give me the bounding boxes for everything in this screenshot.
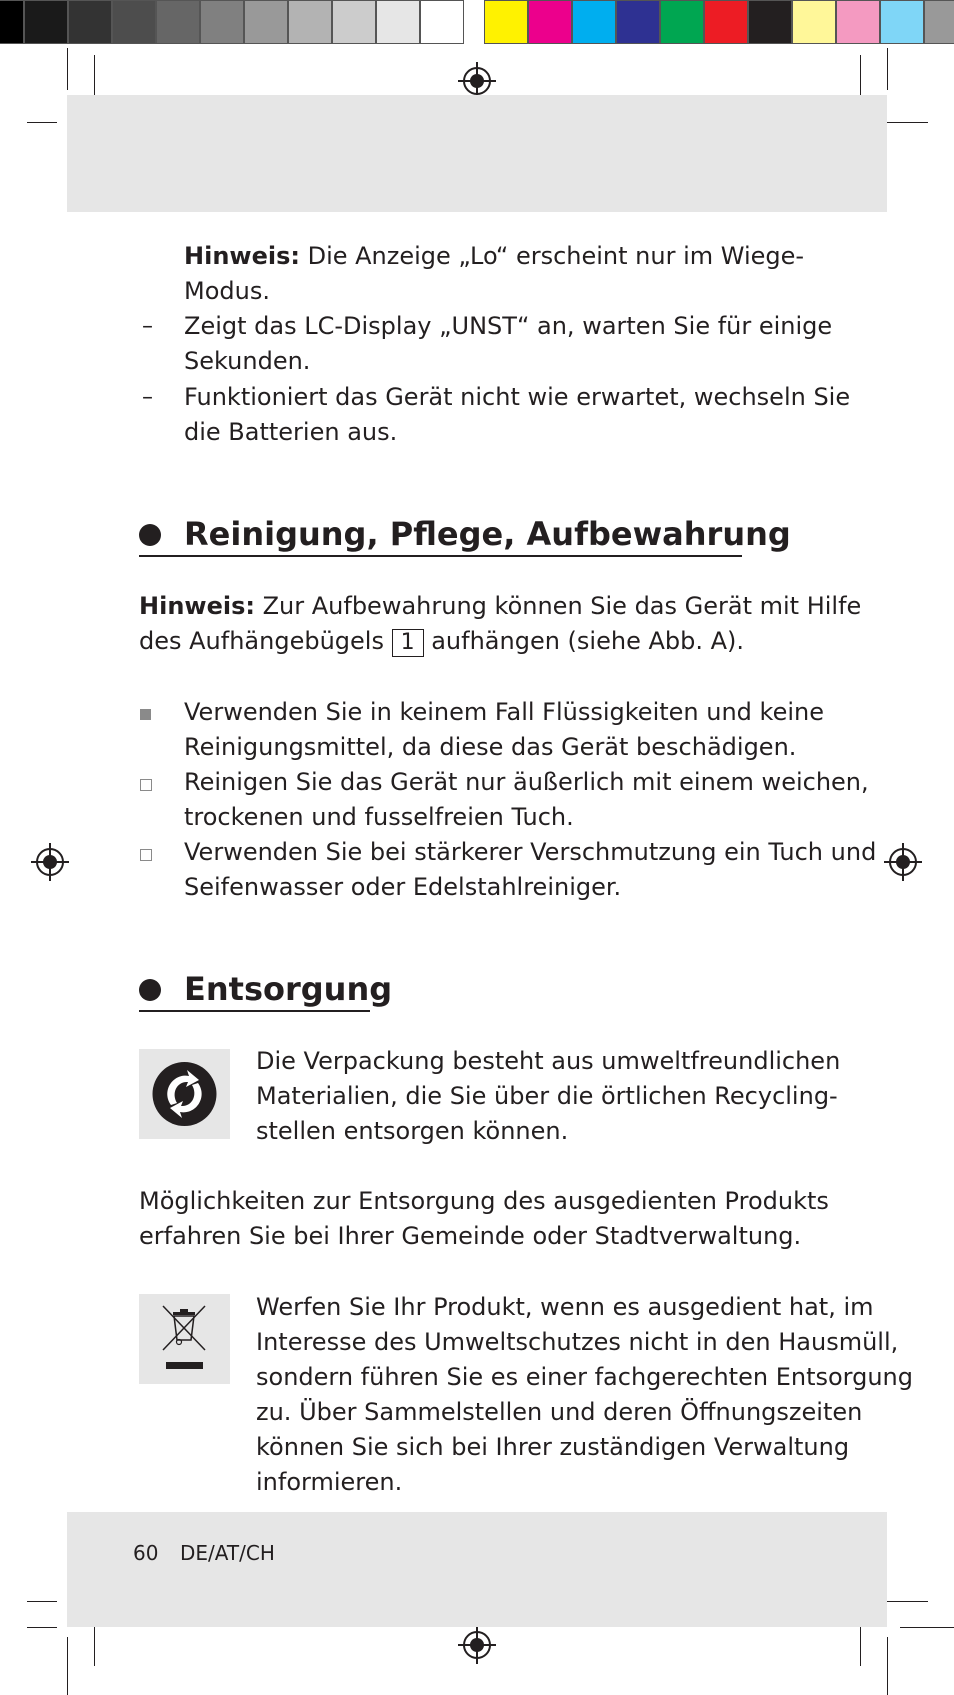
packaging-text: stellen entsorgen können.: [256, 1117, 569, 1145]
color-swatch: [112, 0, 156, 44]
list-item-cont: die Batterien aus.: [184, 418, 398, 446]
section-heading-disposal: Entsorgung: [184, 970, 393, 1008]
list-item: Zeigt das LC-Display „UNST“ an, warten Sie für einige: [184, 312, 833, 340]
crop-mark: [900, 1627, 954, 1628]
crop-mark: [27, 122, 57, 123]
color-swatch: [748, 0, 792, 44]
color-bar: [484, 0, 954, 46]
dash-bullet: –: [142, 385, 153, 410]
color-swatch: [836, 0, 880, 44]
cleaning-note-cont: [139, 624, 744, 659]
dash-bullet: –: [142, 314, 153, 339]
header-band: [67, 95, 887, 212]
weee-text: informieren.: [256, 1468, 403, 1496]
crop-mark: [27, 1601, 57, 1602]
note-label: Hinweis:: [184, 242, 300, 270]
packaging-text: Die Verpackung besteht aus umweltfreundlichen: [256, 1047, 841, 1075]
color-swatch: [68, 0, 112, 44]
weee-text: zu. Über Sammelstellen und deren Öffnungszeiten: [256, 1398, 863, 1426]
weee-text: Werfen Sie Ihr Produkt, wenn es ausgedient hat, im: [256, 1293, 874, 1321]
crop-mark: [887, 48, 888, 90]
page-number: 60: [133, 1541, 159, 1565]
color-swatch: [244, 0, 288, 44]
list-item: Funktioniert das Gerät nicht wie erwartet, wechseln Sie: [184, 383, 851, 411]
section-bullet-icon: [139, 524, 161, 546]
color-swatch: [420, 0, 464, 44]
crop-mark: [880, 1601, 928, 1602]
color-swatch: [288, 0, 332, 44]
list-item-cont: Seifenwasser oder Edelstahlreiniger.: [184, 873, 622, 901]
intro-note: [184, 239, 804, 274]
color-swatch: [616, 0, 660, 44]
note-text: des Aufhängebügels: [139, 627, 392, 655]
color-swatch: [528, 0, 572, 44]
registration-mark-icon: [884, 843, 922, 881]
color-swatch: [200, 0, 244, 44]
note-label: Hinweis:: [139, 592, 255, 620]
part-reference-badge: 1: [392, 629, 424, 657]
footer-band: [67, 1512, 887, 1627]
weee-text: Interesse des Umweltschutzes nicht in den Hausmüll,: [256, 1328, 899, 1356]
note-text: Zur Aufbewahrung können Sie das Gerät mit Hilfe: [254, 592, 862, 620]
crop-mark: [67, 1637, 68, 1695]
cleaning-note: [139, 589, 861, 624]
open-square-bullet-icon: [140, 779, 152, 791]
section-bullet-icon: [139, 979, 161, 1001]
weee-text: sondern führen Sie es einer fachgerechten Entsorgung: [256, 1363, 913, 1391]
list-item-cont: trockenen und fusselfreien Tuch.: [184, 803, 574, 831]
list-item-cont: Reinigungsmittel, da diese das Gerät beschädigen.: [184, 733, 797, 761]
color-swatch: [332, 0, 376, 44]
registration-mark-icon: [31, 843, 69, 881]
color-swatch: [792, 0, 836, 44]
crop-mark: [27, 1627, 57, 1628]
color-swatch: [0, 0, 24, 44]
filled-square-bullet-icon: [140, 709, 151, 720]
crop-mark: [887, 1637, 888, 1695]
color-swatch: [660, 0, 704, 44]
heading-underline: [139, 1010, 370, 1012]
color-swatch: [156, 0, 200, 44]
crop-mark: [880, 122, 928, 123]
green-dot-recycling-icon: [139, 1049, 230, 1139]
note-text: Die Anzeige „Lo“ erscheint nur im Wiege-: [299, 242, 805, 270]
weee-icon-box: [139, 1294, 230, 1384]
section-heading-cleaning: Reinigung, Pflege, Aufbewahrung: [184, 515, 791, 553]
list-item-cont: Sekunden.: [184, 347, 311, 375]
color-swatch: [572, 0, 616, 44]
list-item: Verwenden Sie in keinem Fall Flüssigkeiten und keine: [184, 698, 824, 726]
disposal-options-text: Möglichkeiten zur Entsorgung des ausgedienten Produkts: [139, 1187, 829, 1215]
color-swatch: [880, 0, 924, 44]
list-item: Verwenden Sie bei stärkerer Verschmutzung ein Tuch und: [184, 838, 877, 866]
intro-note-cont: Modus.: [184, 277, 270, 305]
green-dot-icon-box: [139, 1049, 230, 1139]
disposal-options-text: erfahren Sie bei Ihrer Gemeinde oder Stadtverwaltung.: [139, 1222, 802, 1250]
region-label: DE/AT/CH: [180, 1541, 275, 1565]
heading-underline: [139, 555, 742, 557]
color-swatch: [704, 0, 748, 44]
grayscale-bar: [0, 0, 464, 46]
packaging-text: Materialien, die Sie über die örtlichen Recycling-: [256, 1082, 838, 1110]
color-swatch: [376, 0, 420, 44]
weee-text: können Sie sich bei Ihrer zuständigen Verwaltung: [256, 1433, 850, 1461]
crossed-out-wheelie-bin-icon: [139, 1294, 230, 1384]
registration-mark-icon: [458, 1626, 496, 1664]
open-square-bullet-icon: [140, 849, 152, 861]
color-swatch: [924, 0, 954, 44]
color-swatch: [484, 0, 528, 44]
list-item: Reinigen Sie das Gerät nur äußerlich mit einem weichen,: [184, 768, 869, 796]
color-swatch: [24, 0, 68, 44]
crop-mark: [67, 48, 68, 90]
note-text: aufhängen (siehe Abb. A).: [423, 627, 745, 655]
